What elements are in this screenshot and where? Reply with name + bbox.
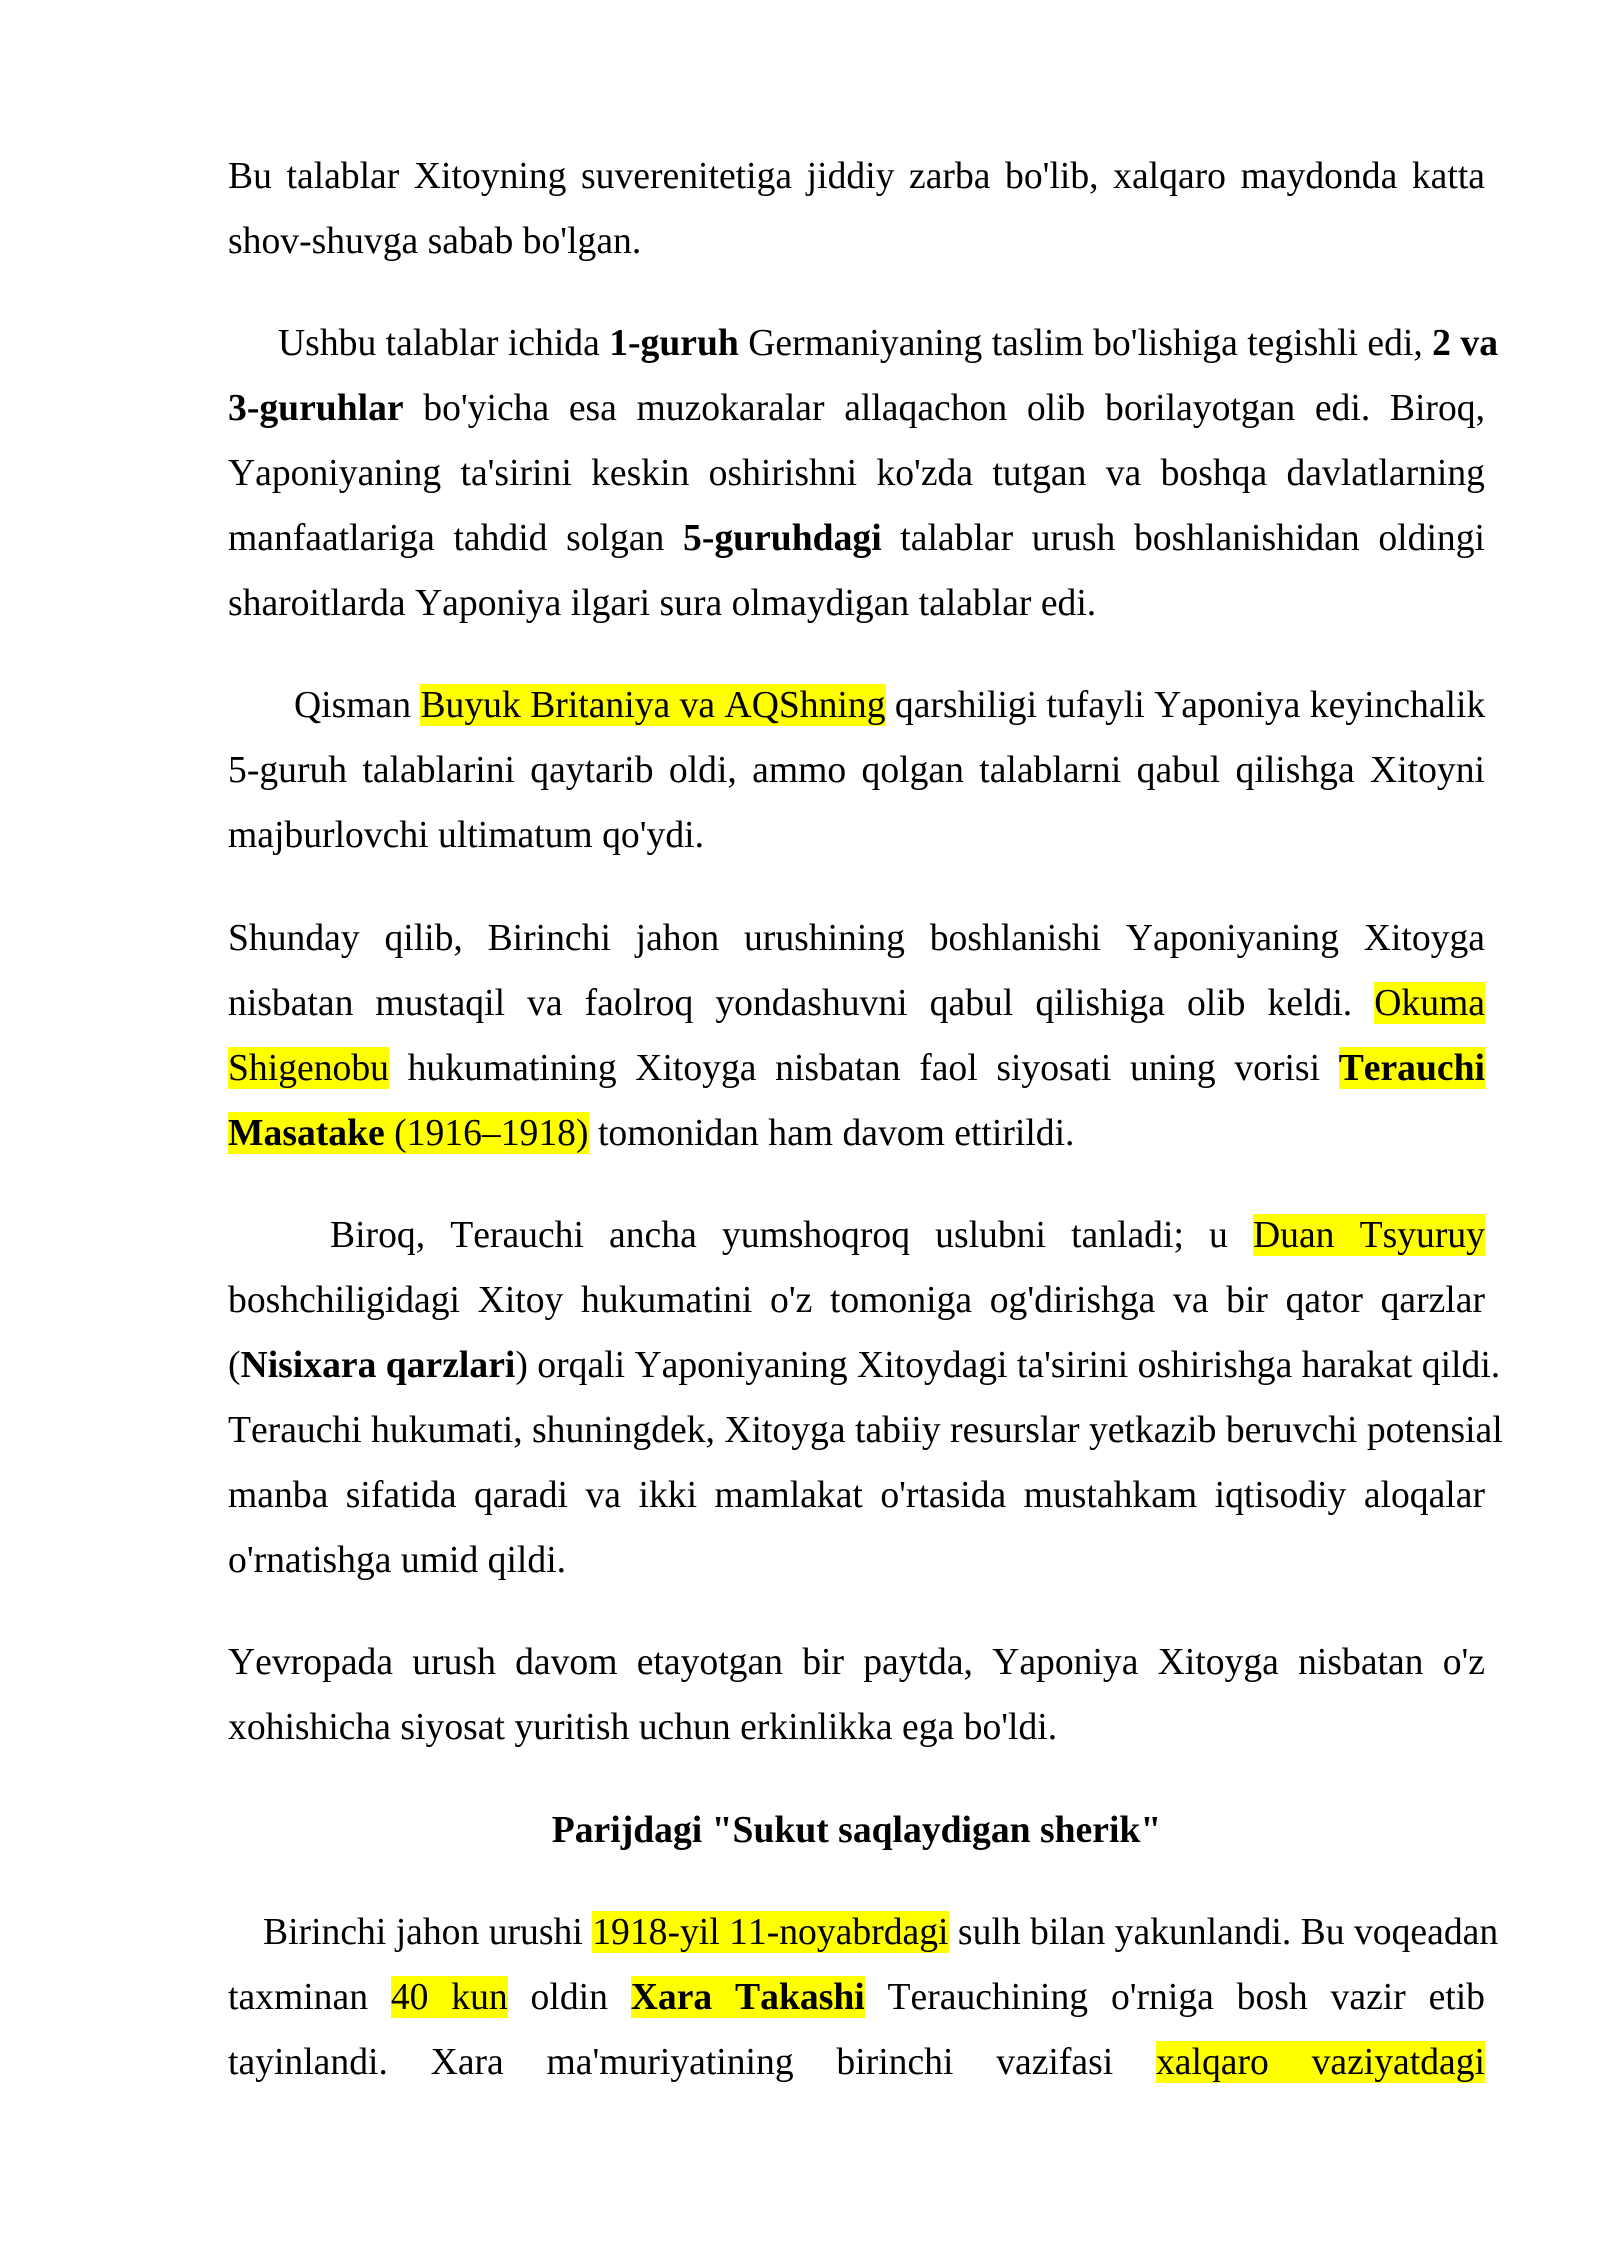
text-run: Biroq, Terauchi ancha yumshoqroq uslubni tanladi; u [330,1214,1253,1257]
text-run: boshchiligidagi Xitoy hukumatini o'z tomoniga og'dirishga va bir qator qarzlar [228,1279,1485,1322]
highlighted-text: (1916–1918) [384,1111,589,1154]
text-run: manfaatlariga tahdid solgan [228,516,684,559]
paragraph [228,1203,1503,1593]
highlighted-text: Xara Takashi [630,1976,865,2019]
text-run: manba sifatida qaradi va ikki mamlakat o'rtasida mustahkam iqtisodiy aloqalar [228,1473,1485,1516]
highlighted-text: Duan Tsyuruy [1252,1214,1485,1257]
highlighted-text: Shigenobu [228,1046,389,1089]
highlighted-text: xalqaro vaziyatdagi [1155,2041,1485,2084]
text-run: Bu talablar Xitoyning suverenitetiga jiddiy zarba bo'lib, xalqaro maydonda katta [228,154,1485,197]
text-line [228,738,1485,803]
text-run: Terauchi hukumati, shuningdek, Xitoyga tabiiy resurslar yetkazib beruvchi potensial [228,1408,1503,1451]
text-run: tomonidan ham davom ettirildi. [588,1111,1075,1154]
paragraph [228,906,1485,1166]
highlighted-text: 40 kun [390,1976,508,2019]
section-heading: Parijdagi "Sukut saqlaydigan sherik" [551,1808,1162,1851]
paragraph [228,1900,1499,2095]
paragraph [228,311,1499,636]
text-line [228,144,1485,209]
text-run: Germaniyaning taslim bo'lishiga tegishli edi, [738,322,1433,365]
text-run: qarshiligi tufayli Yaponiya keyinchalik [885,684,1486,727]
bold-text: Nisixara qarzlari [240,1343,516,1386]
text-line [228,506,1485,571]
text-run: Terauchining o'rniga bosh vazir etib [864,1976,1485,2019]
text-run: hukumatining Xitoyga nisbatan faol siyosati uning vorisi [388,1046,1339,1089]
bold-text: 3-guruhlar [228,387,404,429]
bold-text: 2 va [1432,322,1499,365]
text-run: Qisman [294,684,421,727]
text-line [228,209,1485,274]
bold-text: 5-guruhdagi [683,516,882,559]
text-run: Ushbu talablar ichida [278,322,610,365]
text-run: Birinchi jahon urushi [263,1911,593,1954]
text-run: xohishicha siyosat yuritish uchun erkinlikka ega bo'ldi. [228,1706,1058,1749]
paragraph [228,673,1485,868]
text-run: shov-shuvga sabab bo'lgan. [228,219,642,262]
text-run: oldin [507,1976,631,2019]
text-run: o'rnatishga umid qildi. [228,1538,567,1581]
text-line [228,1900,1499,1965]
text-line [228,1268,1485,1333]
text-line [228,803,1485,868]
text-line [228,1203,1485,1268]
text-line [228,971,1485,1036]
text-run: Shunday qilib, Birinchi jahon urushining boshlanishi Yaponiyaning Xitoyga [228,916,1485,959]
text-line [228,441,1485,506]
text-line [228,1398,1503,1463]
text-line [228,1695,1485,1760]
text-run: nisbatan mustaqil va faolroq yondashuvni qabul qilishiga olib keldi. [228,981,1375,1024]
paragraph [228,1630,1485,1760]
text-run: sharoitlarda Yaponiya ilgari sura olmaydigan talablar edi. [228,581,1097,624]
highlighted-text: Buyuk Britaniya va AQShning [420,684,886,727]
section [228,1798,1499,2095]
text-line [228,1333,1501,1398]
text-line [228,1036,1485,1101]
text-run: bo'yicha esa muzokaralar allaqachon olib borilayotgan edi. Biroq, [403,387,1485,429]
highlighted-text: 1918-yil 11-noyabrdagi [592,1911,949,1954]
text-run: tayinlandi. Xara ma'muriyatining birinchi vazifasi [228,2041,1156,2084]
text-run: majburlovchi ultimatum qo'ydi. [228,814,704,857]
text-line [228,906,1485,971]
highlighted-text: Masatake [228,1111,385,1154]
text-run: taxminan [228,1976,391,2019]
text-line [228,1528,1485,1593]
text-run: Yaponiyaning ta'sirini keskin oshirishni ko'zda tutgan va boshqa davlatlarning [228,451,1485,494]
text-run: sulh bilan yakunlandi. Bu voqeadan [948,1911,1499,1954]
text-line [228,571,1485,636]
text-line [228,1101,1485,1166]
highlighted-text: Okuma [1374,981,1485,1024]
text-line [228,1463,1485,1528]
text-line [228,376,1485,441]
highlighted-text: Terauchi [1338,1046,1485,1089]
text-run: ) orqali Yaponiyaning Xitoydagi ta'sirini oshirishga harakat qildi. [515,1343,1501,1386]
text-run: ( [228,1343,241,1386]
bold-text: 1-guruh [609,322,739,365]
text-run: talablar urush boshlanishidan oldingi [881,516,1485,559]
text-line [228,311,1499,376]
text-line [228,673,1485,738]
text-line [228,1630,1485,1695]
text-run: 5-guruh talablarini qaytarib oldi, ammo qolgan talablarni qabul qilishga Xitoyni [228,749,1485,792]
paragraph [228,144,1485,274]
text-line [228,1965,1485,2030]
text-line [228,2030,1485,2095]
text-run: Yevropada urush davom etayotgan bir paytda, Yaponiya Xitoyga nisbatan o'z [228,1641,1485,1684]
